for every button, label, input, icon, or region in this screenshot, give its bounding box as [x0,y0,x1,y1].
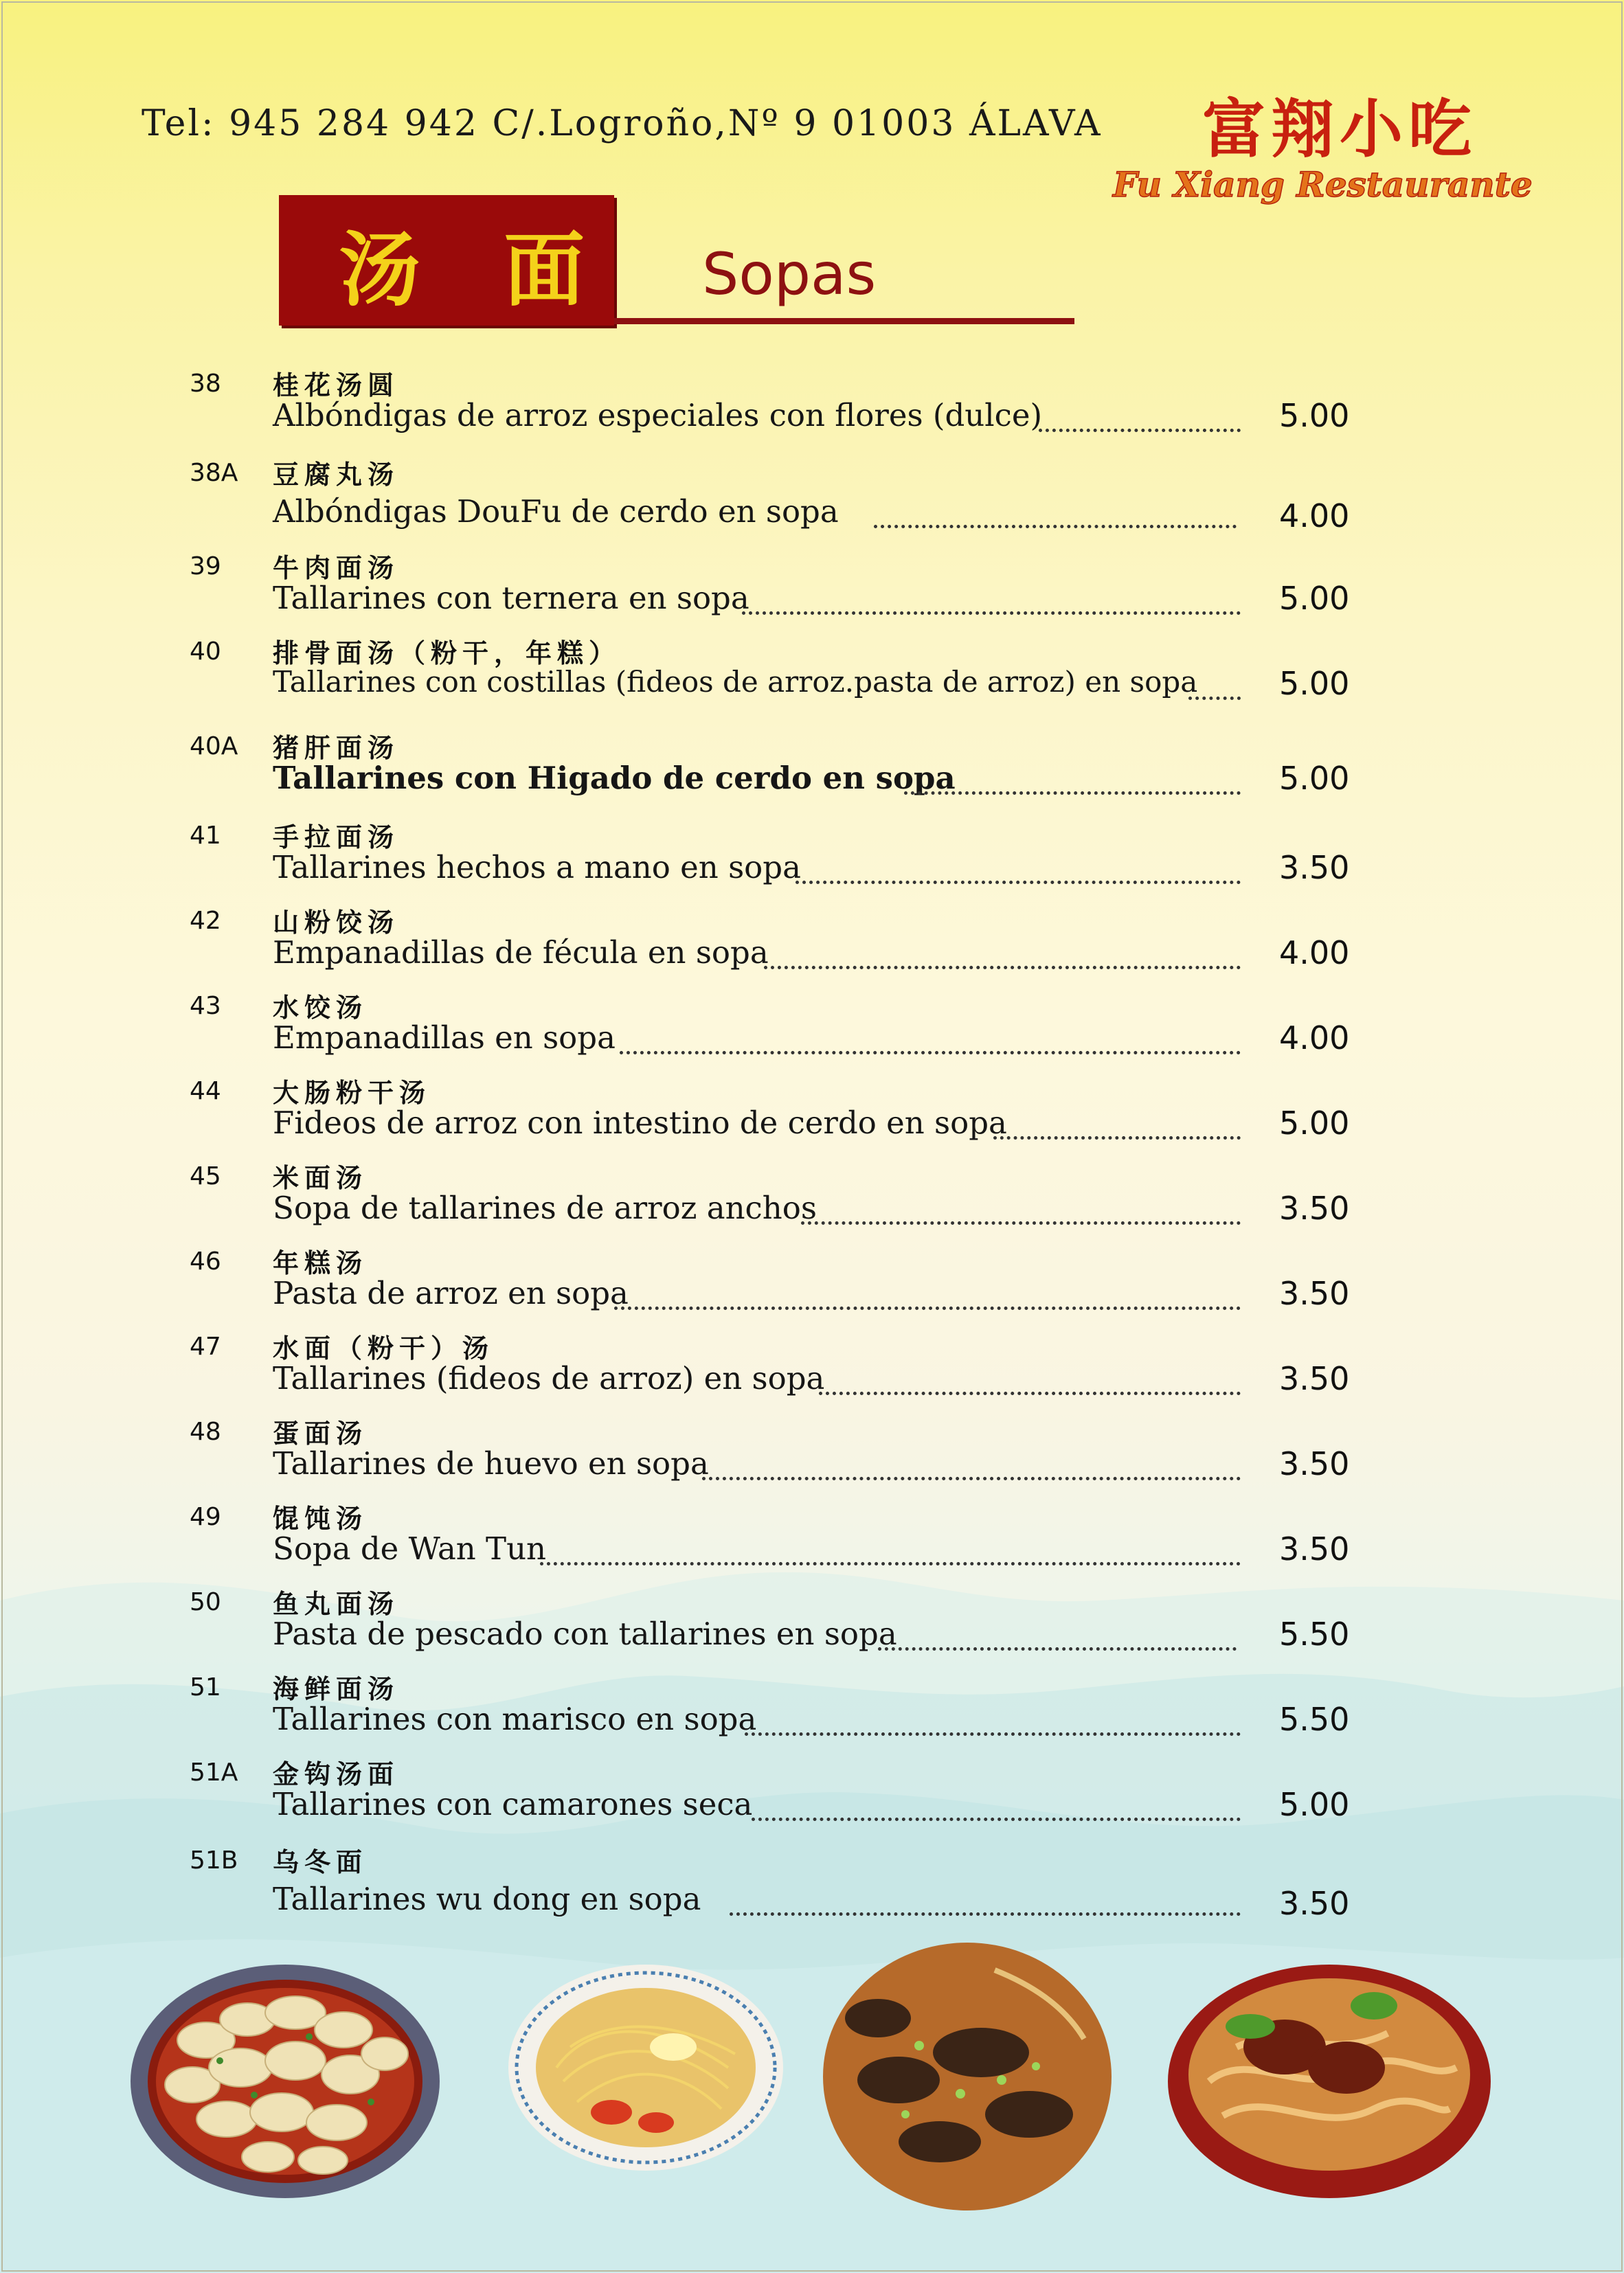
item-name-spanish: Tallarines con camarones seca [273,1786,753,1822]
item-name-chinese: 海鲜面汤 [273,1674,400,1704]
menu-item [0,1673,1624,1756]
item-name-chinese: 水饺汤 [273,993,368,1023]
egg-noodle-soup-photo [508,1965,783,2171]
wonton-soup-photo [131,1965,440,2198]
item-number: 51A [190,1759,238,1787]
dot-leader [730,1912,1241,1916]
item-price: 5.00 [1279,1786,1350,1823]
dot-leader [874,525,1237,528]
item-price: 4.00 [1279,934,1350,971]
item-price: 3.50 [1279,1190,1350,1227]
dot-leader [620,1051,1241,1054]
dot-leader [540,1562,1241,1565]
dot-leader [819,1392,1241,1395]
item-price: 3.50 [1279,1445,1350,1482]
menu-item [0,370,1624,452]
item-name-chinese: 蛋面汤 [273,1418,368,1449]
item-name-chinese: 米面汤 [273,1163,368,1193]
item-name-spanish: Albóndigas DouFu de cerdo en sopa [273,493,839,530]
item-name-spanish: Tallarines con ternera en sopa [273,580,749,616]
dot-leader [1039,429,1241,432]
item-name-chinese: 鱼丸面汤 [273,1589,400,1619]
item-name-chinese: 馄饨汤 [273,1504,368,1534]
menu-item [0,1162,1624,1245]
item-name-chinese: 手拉面汤 [273,822,400,852]
item-price: 3.50 [1279,849,1350,886]
item-price: 4.00 [1279,1019,1350,1056]
item-price: 3.50 [1279,1885,1350,1922]
item-number: 47 [190,1333,221,1361]
dot-leader [745,1732,1241,1736]
menu-item [0,1588,1624,1671]
item-name-spanish: Tallarines (fideos de arroz) en sopa [273,1360,825,1396]
dot-leader [702,1477,1241,1480]
item-name-chinese: 年糕汤 [273,1248,368,1278]
item-number: 41 [190,822,221,850]
item-name-chinese: 山粉饺汤 [273,907,400,938]
item-name-spanish: Tallarines con marisco en sopa [273,1701,757,1737]
beef-noodle-soup-photo [823,1943,1112,2210]
restaurant-logo [1113,88,1533,205]
item-price: 5.50 [1279,1616,1350,1653]
menu-item [0,459,1624,541]
item-name-spanish: Pasta de pescado con tallarines en sopa [273,1616,897,1652]
item-name-chinese: 乌冬面 [273,1847,368,1877]
menu-item [0,1418,1624,1500]
item-number: 43 [190,992,221,1020]
dot-leader [752,1818,1241,1821]
menu-item [0,1333,1624,1415]
dot-leader [614,1307,1241,1310]
pork-rib-noodle-soup-photo [1168,1965,1491,2198]
dot-leader [764,966,1241,969]
item-name-chinese: 水面（粉干）汤 [273,1333,495,1364]
item-name-spanish: Sopa de tallarines de arroz anchos [273,1190,817,1226]
item-number: 51B [190,1846,238,1875]
menu-item [0,992,1624,1074]
item-number: 40A [190,732,238,760]
menu-item [0,732,1624,815]
item-name-spanish: Tallarines con Higado de cerdo en sopa [273,760,956,796]
item-price: 5.00 [1279,580,1350,617]
item-number: 45 [190,1162,221,1190]
item-number: 44 [190,1077,221,1105]
item-number: 48 [190,1418,221,1446]
item-name-chinese: 猪肝面汤 [273,733,400,763]
item-number: 40 [190,637,221,666]
item-number: 51 [190,1673,221,1701]
dot-leader [878,1647,1237,1651]
item-number: 49 [190,1503,221,1531]
item-name-chinese: 豆腐丸汤 [273,460,400,490]
menu-item [0,1503,1624,1585]
item-name-spanish: Tallarines hechos a mano en sopa [273,849,801,885]
item-number: 46 [190,1247,221,1276]
menu-item [0,637,1624,720]
item-number: 38 [190,370,221,398]
dot-leader [904,791,1241,795]
menu-item [0,552,1624,635]
menu-item [0,822,1624,904]
item-name-spanish: Pasta de arroz en sopa [273,1275,629,1311]
item-name-spanish: Tallarines con costillas (fideos de arroz.pasta de arroz) en sopa [273,665,1198,699]
svg-text:富翔小吃: 富翔小吃 [1202,92,1478,166]
menu-item [0,1077,1624,1160]
item-price: 4.00 [1279,497,1350,534]
item-price: 3.50 [1279,1275,1350,1312]
dot-leader [742,611,1241,615]
menu-item [0,1247,1624,1330]
item-name-spanish: Empanadillas de fécula en sopa [273,934,769,971]
item-name-spanish: Fideos de arroz con intestino de cerdo en sopa [273,1105,1007,1141]
item-name-chinese: 金钩汤面 [273,1759,400,1789]
item-name-spanish: Tallarines de huevo en sopa [273,1445,709,1482]
item-price: 5.00 [1279,1105,1350,1142]
dot-leader [1188,697,1241,700]
dot-leader [801,1221,1241,1225]
item-price: 5.00 [1279,760,1350,797]
item-name-spanish: Empanadillas en sopa [273,1019,616,1056]
item-name-chinese: 大肠粉干汤 [273,1078,431,1108]
item-number: 42 [190,907,221,935]
item-number: 39 [190,552,221,580]
item-name-chinese: 牛肉面汤 [273,553,400,583]
menu-item [0,907,1624,989]
item-price: 3.50 [1279,1530,1350,1568]
section-title-chinese: 汤 面 [339,222,613,317]
title-underline [614,318,1074,324]
item-price: 5.00 [1279,397,1350,434]
dot-leader [796,881,1241,884]
item-number: 38A [190,459,238,487]
menu-item [0,1759,1624,1841]
item-name-spanish: Tallarines wu dong en sopa [273,1881,701,1917]
svg-text:Fu Xiang Restaurante: Fu Xiang Restaurante [1113,164,1533,205]
item-price: 5.00 [1279,665,1350,702]
item-price: 3.50 [1279,1360,1350,1397]
item-name-chinese: 排骨面汤（粉干，年糕） [273,638,621,668]
contact-line: Tel: 945 284 942 C/.Logroño,Nº 9 01003 ÁLAVA [142,103,1103,144]
item-price: 5.50 [1279,1701,1350,1738]
item-name-spanish: Sopa de Wan Tun [273,1530,547,1567]
item-name-spanish: Albóndigas de arroz especiales con flores (dulce) [273,397,1043,433]
menu-item [0,1846,1624,1929]
item-number: 50 [190,1588,221,1616]
item-name-chinese: 桂花汤圆 [273,370,400,400]
dot-leader [993,1136,1241,1140]
section-title-spanish: Sopas [702,240,877,308]
